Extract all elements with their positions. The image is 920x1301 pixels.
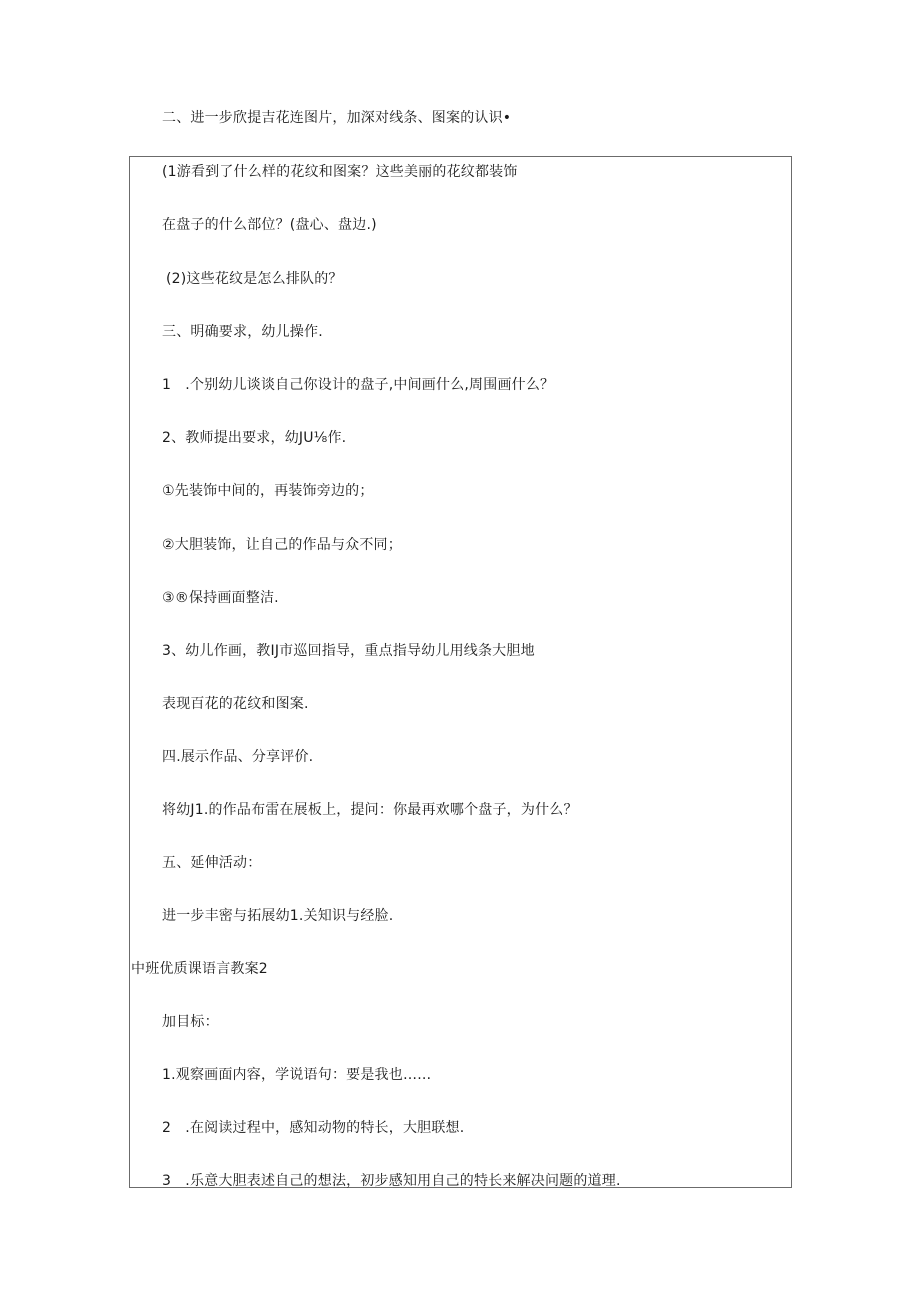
section-heading: 四.展示作品、分享评价. — [162, 749, 314, 765]
list-item: 2 .在阅读过程中，感知动物的特长，大胆联想. — [162, 1120, 465, 1136]
section-heading: 五、延伸活动： — [162, 855, 262, 871]
content-table-frame — [129, 156, 792, 1188]
lesson-title: 中班优质课语言教案2 — [131, 961, 268, 977]
section-heading: 二、进一步欣提吉花连图片，加深对线条、图案的认识• — [162, 110, 512, 126]
paragraph: 进一步丰密与拓展幼1.关知识与经脸. — [162, 908, 394, 924]
list-item: 1 .个别幼儿谈谈自己你设计的盘子,中间画什么,周围画什么？ — [162, 377, 555, 393]
paragraph: 将幼J1.的作品布雷在展板上，提问：你最再欢哪个盘子，为什么？ — [162, 802, 578, 818]
section-heading: 加目标： — [162, 1014, 219, 1030]
list-item: 1.观察画面内容，学说语句：要是我也…… — [162, 1067, 432, 1083]
list-item: 3 .乐意大胆表述自己的想法，初步感知用自己的特长来解决问题的道理. — [162, 1173, 621, 1189]
list-item: ③®保持画面整洁. — [162, 590, 279, 606]
list-item: ①先装饰中间的，再装饰旁边的； — [162, 483, 374, 499]
list-item: 3、幼儿作画，教IJ市巡回指导，重点指导幼儿用线条大胆地 — [162, 643, 535, 659]
question-line-1-cont: 在盘子的什么部位？(盘心、盘边.) — [162, 217, 377, 233]
section-heading: 三、明确要求，幼儿操作. — [162, 324, 323, 340]
list-item: ②大胆装饰，让自己的作品与众不同； — [162, 537, 402, 553]
question-line-1: (1游看到了什么样的花纹和图案？这些美丽的花纹都装饰 — [162, 164, 518, 180]
list-item: 2、教师提出要求，幼JU⅛作. — [162, 430, 347, 446]
question-line-2: (2)这些花纹是怎么排队的？ — [166, 271, 343, 287]
list-item-cont: 表现百花的花纹和图案. — [162, 696, 309, 712]
